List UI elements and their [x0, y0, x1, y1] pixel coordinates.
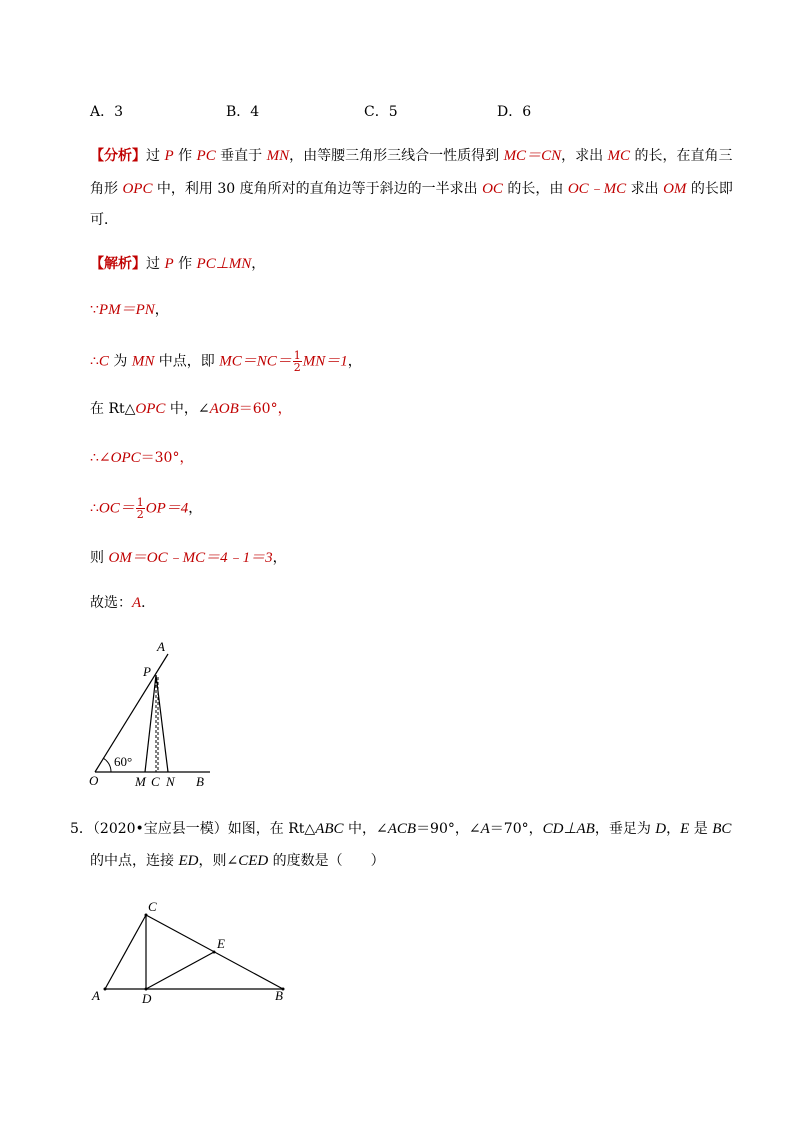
math-expr: MC＝NC＝ — [219, 353, 292, 370]
math-var: E — [680, 821, 690, 837]
text: 的度数是（ ） — [268, 853, 385, 869]
math-var: OC — [482, 181, 503, 197]
math-var: ABC — [315, 821, 344, 837]
figure-triangle-abc — [85, 895, 300, 1010]
question-5-line-2 — [90, 851, 385, 871]
label-p: P — [143, 664, 151, 679]
text: ， — [154, 302, 169, 318]
text: 故选： — [90, 595, 132, 611]
text: 则 — [90, 550, 109, 566]
text: 中点，即 — [154, 353, 220, 370]
side-ac — [105, 915, 146, 989]
math-expr: OP＝4 — [145, 500, 189, 517]
math-expr: CD⊥AB — [542, 821, 595, 837]
label-a: A — [157, 639, 165, 654]
fraction-denominator: 2 — [136, 508, 144, 521]
text: 角形 — [90, 181, 123, 197]
math-var: ED — [178, 853, 199, 869]
math-var: OM — [663, 181, 687, 197]
solution-line-3 — [90, 350, 362, 373]
option-a: A．3 — [90, 104, 124, 120]
analysis-tag: 【分析】 — [90, 148, 146, 164]
analysis-line-3: 可． — [90, 212, 118, 228]
text: ， — [251, 256, 266, 272]
label-d: D — [142, 991, 152, 1006]
analysis-line-1 — [90, 146, 732, 166]
text: ＝70°， — [489, 821, 543, 837]
math-expr: OC＝ — [98, 500, 135, 517]
text: 求出 — [626, 181, 664, 197]
text: ，则∠ — [198, 853, 239, 869]
label-b: B — [196, 774, 204, 789]
math-var: C — [98, 353, 109, 370]
solution-line-7 — [90, 548, 287, 568]
label-o: O — [89, 773, 99, 788]
math-expr: ＝30°， — [140, 450, 194, 466]
text: ． — [141, 595, 156, 611]
math-expr: OM＝OC﹣MC＝4﹣1＝3 — [108, 550, 273, 566]
text: ， — [666, 821, 681, 837]
text: 中，利用 30 度角所对的直角边等于斜边的一半求出 — [152, 181, 483, 197]
math-var: A — [480, 821, 490, 837]
math-var: MC — [607, 148, 631, 164]
math-var: MN — [266, 148, 290, 164]
fraction-half — [293, 350, 302, 373]
fraction-half — [136, 497, 145, 520]
math-var: OPC — [110, 450, 141, 466]
math-var: OPC — [135, 401, 166, 417]
point-e — [213, 951, 216, 954]
text: 垂直于 — [215, 148, 267, 164]
angle-arc — [103, 758, 111, 772]
text: ＝90°，∠ — [416, 821, 481, 837]
math-var: BC — [712, 821, 732, 837]
text: 的长，由 — [502, 181, 568, 197]
text: 的中点，连接 — [90, 853, 179, 869]
solution-line-6 — [90, 497, 202, 520]
text: 在 Rt△ — [90, 401, 136, 417]
text: 作 — [173, 256, 197, 272]
math-var: D — [655, 821, 667, 837]
math-var: AOB — [209, 401, 239, 417]
label-m: M — [135, 774, 146, 789]
therefore-symbol: ∴∠ — [90, 450, 111, 466]
text: 过 — [146, 256, 165, 272]
math-expr: MN＝1 — [302, 353, 348, 370]
text: 为 — [108, 353, 132, 370]
fraction-denominator: 2 — [293, 361, 301, 374]
label-c: C — [151, 774, 160, 789]
text: 的长即 — [686, 181, 733, 197]
segment-ed — [146, 952, 214, 989]
fraction-numerator: 1 — [293, 349, 301, 362]
solution-line-4 — [90, 399, 292, 419]
label-angle: 60° — [114, 754, 133, 769]
text: ， — [188, 500, 203, 517]
text: 是 — [689, 821, 713, 837]
text: ，求出 — [561, 148, 608, 164]
text: ，由等腰三角形三线合一性质得到 — [289, 148, 504, 164]
math-var: PC — [196, 148, 216, 164]
solution-line-2 — [90, 300, 169, 320]
label-n: N — [166, 774, 175, 789]
answer: A — [132, 595, 142, 611]
label-a: A — [92, 988, 100, 1003]
math-var: P — [164, 148, 174, 164]
math-expr: PM＝PN — [98, 302, 155, 318]
text: ，垂足为 — [594, 821, 656, 837]
analysis-line-2 — [90, 179, 733, 199]
math-expr: OC﹣MC — [567, 181, 627, 197]
because-symbol: ∵ — [90, 302, 99, 318]
math-expr: PC⊥MN — [196, 256, 252, 272]
therefore-symbol: ∴ — [90, 353, 99, 370]
solution-line-8 — [90, 593, 155, 613]
math-var: CED — [238, 853, 269, 869]
option-b: B．4 — [226, 104, 260, 120]
label-e: E — [217, 936, 225, 951]
option-d: D．6 — [497, 104, 532, 120]
text: 的长，在直角三 — [630, 148, 733, 164]
option-c: C．5 — [364, 104, 398, 120]
label-c: C — [148, 899, 157, 914]
text: 作 — [173, 148, 197, 164]
text: ， — [347, 353, 362, 370]
math-var: MN — [131, 353, 155, 370]
math-var: P — [164, 256, 174, 272]
text: 过 — [146, 148, 165, 164]
math-expr: ＝60°， — [238, 401, 292, 417]
solution-line-1 — [90, 254, 265, 274]
solution-line-5 — [90, 448, 193, 468]
label-b: B — [275, 988, 283, 1003]
math-expr: MC＝CN — [503, 148, 562, 164]
point-a — [104, 988, 107, 991]
figure-angle-aob — [80, 632, 220, 794]
text: 中，∠ — [165, 401, 210, 417]
math-var: OPC — [122, 181, 153, 197]
math-var: ACB — [387, 821, 417, 837]
fraction-numerator: 1 — [136, 496, 144, 509]
text: 5．（2020•宝应县一模）如图，在 Rt△ — [70, 821, 316, 837]
solution-tag: 【解析】 — [90, 256, 146, 272]
question-5-line-1 — [70, 819, 731, 839]
therefore-symbol: ∴ — [90, 500, 99, 517]
text: 中，∠ — [343, 821, 388, 837]
text: ， — [272, 550, 287, 566]
